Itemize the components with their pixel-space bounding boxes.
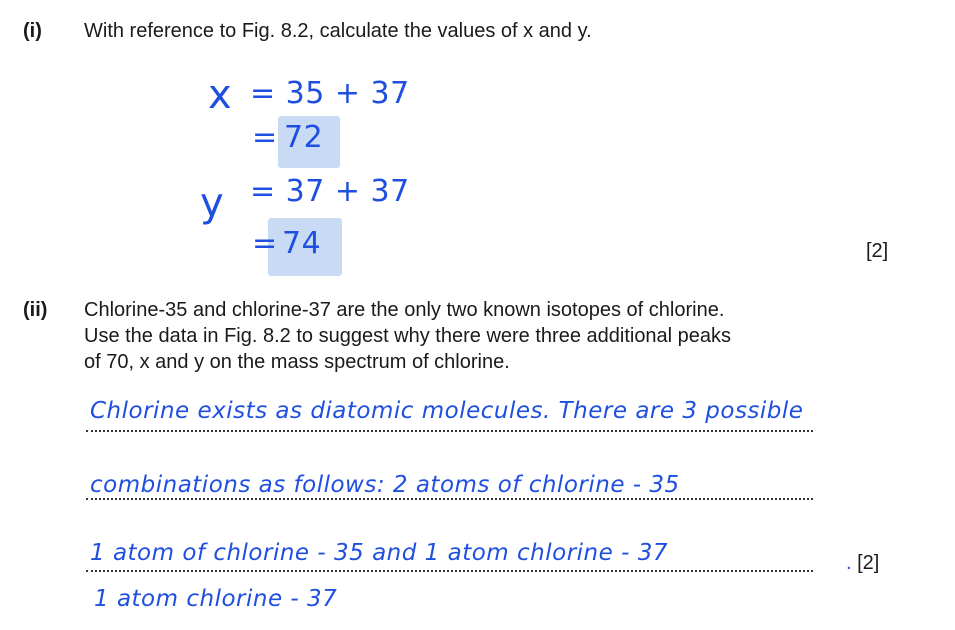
part-i-question: With reference to Fig. 8.2, calculate the values of x and y. <box>84 20 592 42</box>
answer-x-result: 72 <box>284 120 324 155</box>
handwritten-answer-line-1: Chlorine exists as diatomic molecules. There are 3 possible <box>90 398 804 424</box>
answer-y-variable: y <box>200 180 225 226</box>
answer-x-variable: x <box>208 72 233 118</box>
part-ii-marks-value: [2] <box>857 552 880 574</box>
answer-y-result: 74 <box>282 226 322 261</box>
marks-dot: . <box>846 552 852 574</box>
part-ii-question-line-2: Use the data in Fig. 8.2 to suggest why there were three additional peaks <box>84 325 732 347</box>
handwritten-answer-line-4: 1 atom chlorine - 37 <box>94 586 338 612</box>
part-ii-marks <box>846 552 879 575</box>
part-ii-question-line-3: of 70, x and y on the mass spectrum of chlorine. <box>84 351 510 373</box>
part-ii-label: (ii) <box>23 299 48 321</box>
answer-dotted-line-2 <box>86 498 813 500</box>
answer-x-equation: = 35 + 37 <box>250 76 410 111</box>
handwritten-answer-line-2: combinations as follows: 2 atoms of chlorine - 35 <box>90 472 680 498</box>
handwritten-answer-line-3: 1 atom of chlorine - 35 and 1 atom chlorine - 37 <box>90 540 668 566</box>
answer-dotted-line-1 <box>86 430 813 432</box>
answer-x-equals: = <box>252 120 278 155</box>
answer-y-equation: = 37 + 37 <box>250 174 410 209</box>
answer-dotted-line-3 <box>86 570 813 572</box>
part-i-marks: [2] <box>866 240 889 262</box>
answer-y-equals: = <box>252 226 278 261</box>
part-ii-question-line-1: Chlorine-35 and chlorine-37 are the only two known isotopes of chlorine. <box>84 299 725 321</box>
part-i-label: (i) <box>23 20 42 42</box>
